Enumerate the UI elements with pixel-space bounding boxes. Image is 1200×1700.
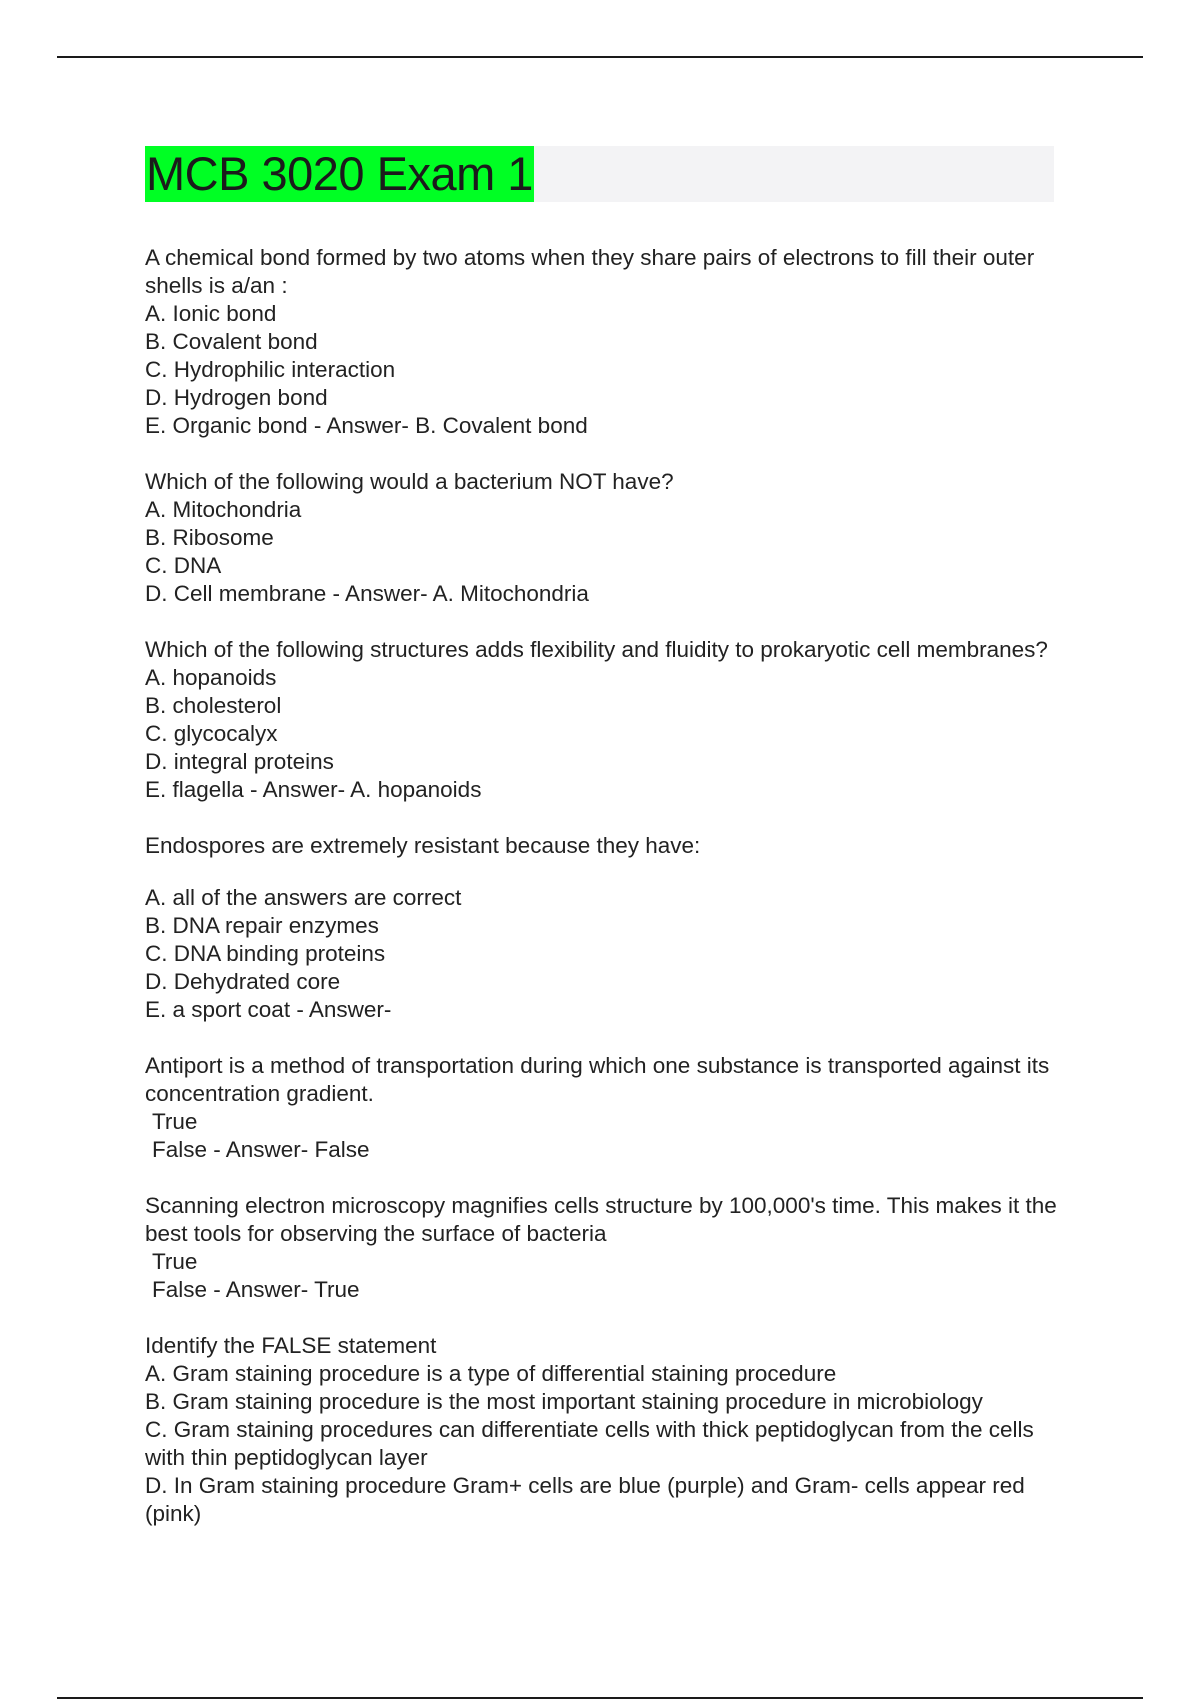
answer-option: E. flagella - Answer- A. hopanoids <box>145 777 482 802</box>
answer-option: E. Organic bond - Answer- B. Covalent bond <box>145 413 588 438</box>
answer-option: False - Answer- True <box>152 1277 360 1302</box>
question-text: Identify the FALSE statement <box>145 1333 437 1358</box>
question-list <box>145 244 1065 1556</box>
top-rule <box>57 56 1143 58</box>
question-text: Scanning electron microscopy magnifies cells structure by 100,000's time. This makes it the best tools for observing the surface of bacteria <box>145 1193 1057 1246</box>
answer-option: B. Covalent bond <box>145 329 318 354</box>
question-1 <box>145 244 1065 440</box>
answer-option: B. Gram staining procedure is the most important staining procedure in microbiology <box>145 1389 983 1414</box>
answer-option: True <box>152 1109 198 1134</box>
answer-option: C. DNA <box>145 553 222 578</box>
answer-option: D. In Gram staining procedure Gram+ cells are blue (purple) and Gram- cells appear red (pink) <box>145 1473 1025 1526</box>
question-3 <box>145 636 1065 804</box>
answer-option: D. integral proteins <box>145 749 334 774</box>
answer-option: C. glycocalyx <box>145 721 278 746</box>
answer-option: True <box>152 1249 198 1274</box>
answer-option: B. Ribosome <box>145 525 274 550</box>
answer-option: B. DNA repair enzymes <box>145 913 379 938</box>
question-text: Antiport is a method of transportation during which one substance is transported against its concentration gradient. <box>145 1053 1050 1106</box>
answer-option: B. cholesterol <box>145 693 282 718</box>
answer-option: D. Hydrogen bond <box>145 385 328 410</box>
question-spacer <box>145 860 1065 884</box>
answer-option: C. DNA binding proteins <box>145 941 386 966</box>
question-text: A chemical bond formed by two atoms when they share pairs of electrons to fill their outer shells is a/an : <box>145 245 1035 298</box>
document-title: MCB 3020 Exam 1 <box>146 147 533 200</box>
answer-option: A. hopanoids <box>145 665 277 690</box>
answer-option: A. Ionic bond <box>145 301 277 326</box>
answer-option: A. Mitochondria <box>145 497 302 522</box>
bottom-rule <box>57 1697 1143 1699</box>
question-text: Which of the following would a bacterium NOT have? <box>145 469 674 494</box>
answer-option: C. Hydrophilic interaction <box>145 357 396 382</box>
answer-option: False - Answer- False <box>152 1137 370 1162</box>
answer-option: A. Gram staining procedure is a type of differential staining procedure <box>145 1361 837 1386</box>
answer-option: C. Gram staining procedures can differentiate cells with thick peptidoglycan from the cells with thin peptidoglycan layer <box>145 1417 1034 1470</box>
answer-option: D. Dehydrated core <box>145 969 341 994</box>
question-6 <box>145 1192 1065 1304</box>
question-4 <box>145 832 1065 1024</box>
title-bar <box>145 146 1054 202</box>
question-2 <box>145 468 1065 608</box>
question-5 <box>145 1052 1065 1164</box>
answer-option: E. a sport coat - Answer- <box>145 997 392 1022</box>
question-7 <box>145 1332 1065 1528</box>
answer-option: D. Cell membrane - Answer- A. Mitochondria <box>145 581 589 606</box>
question-text: Endospores are extremely resistant because they have: <box>145 833 701 858</box>
answer-option: A. all of the answers are correct <box>145 885 462 910</box>
question-text: Which of the following structures adds flexibility and fluidity to prokaryotic cell membranes? <box>145 637 1048 662</box>
